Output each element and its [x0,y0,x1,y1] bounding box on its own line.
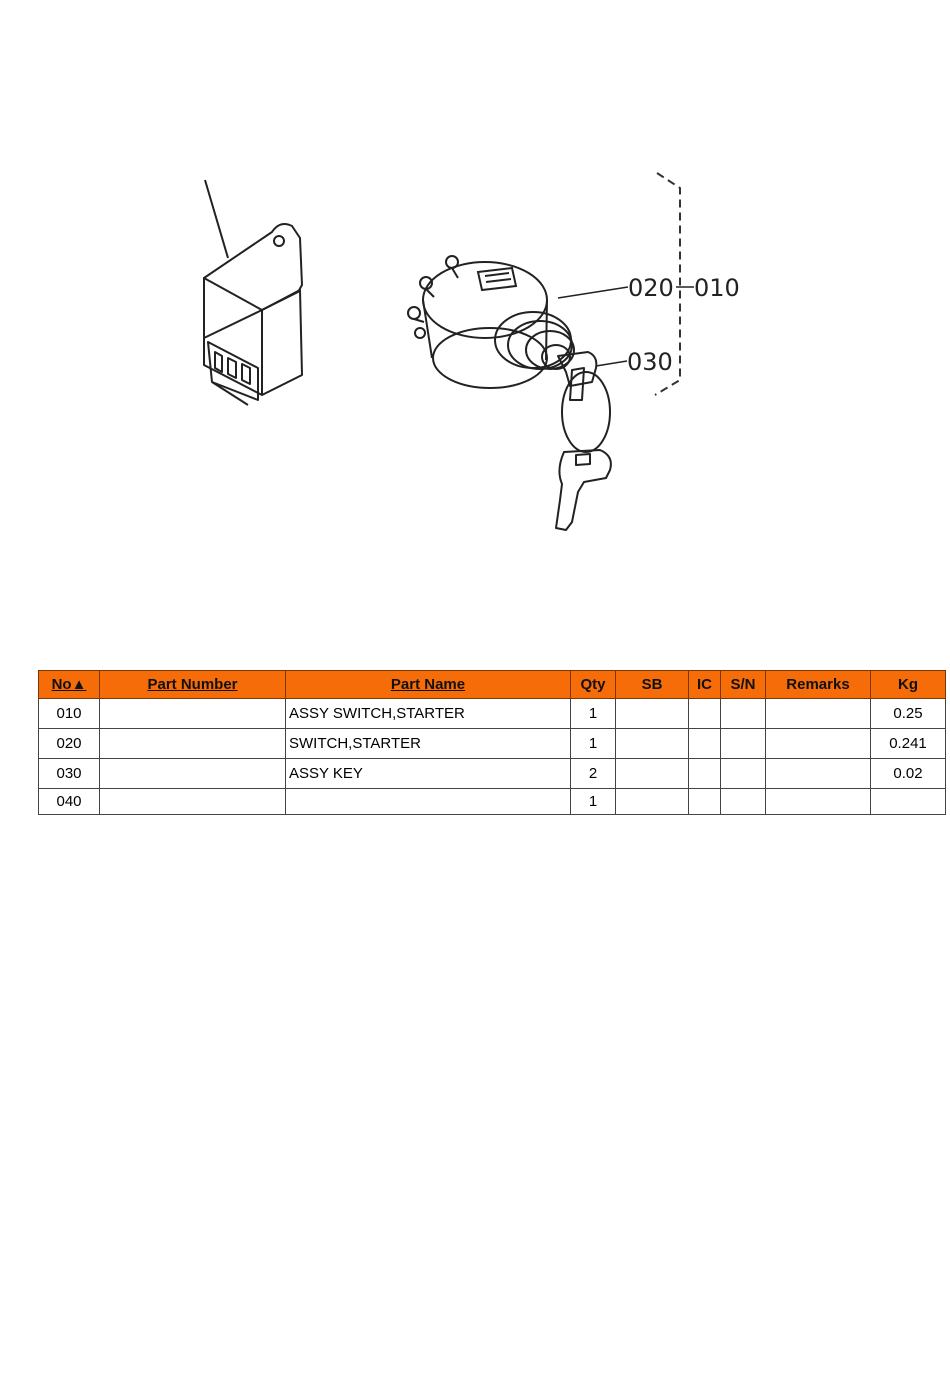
cell-ic [689,699,721,729]
cell-sb [616,789,689,815]
header-part-name[interactable]: Part Name [286,671,571,699]
cell-kg: 0.25 [871,699,946,729]
cell-qty: 2 [571,759,616,789]
header-part-number[interactable]: Part Number [100,671,286,699]
cell-part-name: ASSY KEY [286,759,571,789]
header-sb: SB [616,671,689,699]
cell-part-name [286,789,571,815]
cell-part-name: ASSY SWITCH,STARTER [286,699,571,729]
cell-sn [721,759,766,789]
table-row [39,759,946,789]
cell-remarks [766,759,871,789]
parts-diagram [0,0,950,560]
cell-ic [689,729,721,759]
cell-no: 010 [39,699,100,729]
header-kg: Kg [871,671,946,699]
cell-remarks [766,789,871,815]
cell-qty: 1 [571,789,616,815]
header-ic: IC [689,671,721,699]
cell-ic [689,789,721,815]
cell-sb [616,729,689,759]
cell-remarks [766,699,871,729]
cell-part-number [100,759,286,789]
cell-sn [721,699,766,729]
cell-part-number [100,789,286,815]
cell-part-number [100,729,286,759]
cell-kg: 0.02 [871,759,946,789]
callout-010: 010 [694,274,740,302]
table-header-row [39,671,946,699]
header-remarks: Remarks [766,671,871,699]
cell-sn [721,789,766,815]
cell-part-name: SWITCH,STARTER [286,729,571,759]
cell-no: 040 [39,789,100,815]
cell-ic [689,759,721,789]
cell-no: 030 [39,759,100,789]
table-row [39,699,946,729]
starter-switch-icon [408,256,574,388]
table-row [39,789,946,815]
parts-table [38,670,946,815]
cell-sb [616,759,689,789]
cell-remarks [766,729,871,759]
cell-kg [871,789,946,815]
callout-020: 020 [628,274,674,302]
cell-sb [616,699,689,729]
callout-030: 030 [627,348,673,376]
cell-qty: 1 [571,729,616,759]
cell-no: 020 [39,729,100,759]
relay-unit-icon [204,180,302,405]
cell-part-number [100,699,286,729]
key-set-icon [556,352,611,530]
cell-qty: 1 [571,699,616,729]
cell-sn [721,729,766,759]
table-row [39,729,946,759]
header-no[interactable]: No▲ [39,671,100,699]
header-qty: Qty [571,671,616,699]
cell-kg: 0.241 [871,729,946,759]
header-sn: S/N [721,671,766,699]
